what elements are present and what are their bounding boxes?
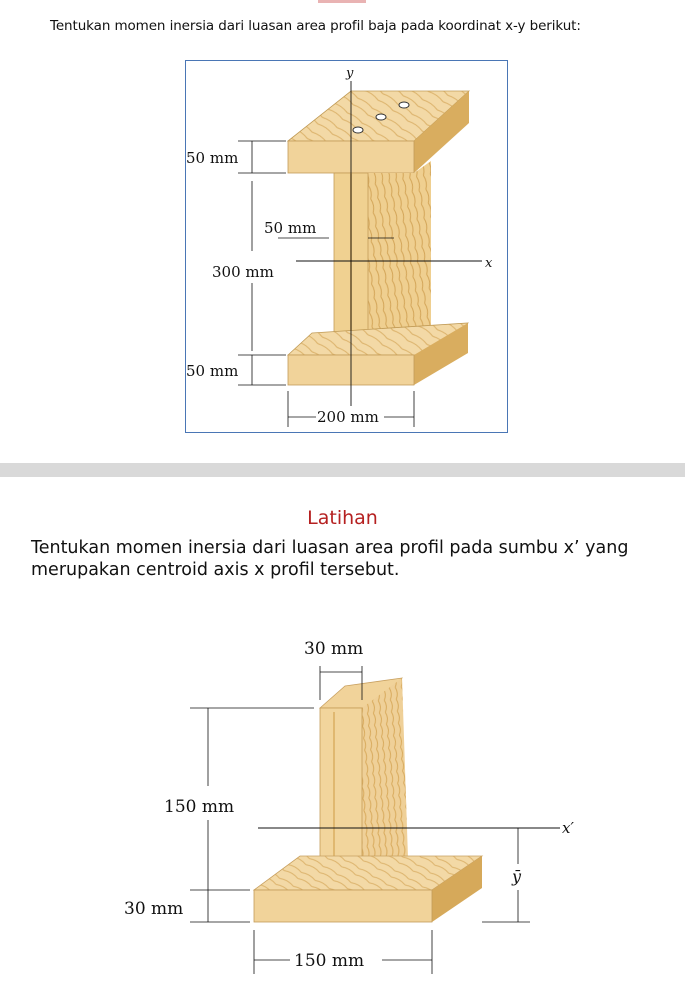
x-prime-axis-label: x′ — [562, 819, 574, 837]
dim-flange-thickness-label: 30 mm — [124, 899, 184, 919]
slide-divider — [0, 463, 685, 477]
slide-2-title: Latihan — [307, 507, 378, 529]
t-section-figure — [110, 628, 630, 978]
ybar-label: ȳ — [512, 867, 522, 886]
x-axis-label: x — [485, 256, 493, 271]
pin-1 — [399, 102, 409, 108]
i-beam-figure — [185, 60, 508, 433]
dim-web-height-label: 300 mm — [212, 263, 274, 281]
dim-flange-width-label: 150 mm — [294, 951, 365, 971]
dim-web-height-label: 150 mm — [164, 797, 235, 817]
i-beam-drawing — [186, 61, 507, 432]
pin-2 — [376, 114, 386, 120]
web-side-face — [368, 161, 431, 336]
dim-bottom-flange-label: 50 mm — [186, 362, 239, 380]
y-axis-label: y — [346, 66, 354, 81]
t-section-drawing — [110, 628, 630, 978]
slide-accent-bar — [318, 0, 366, 3]
flange-front — [254, 890, 432, 922]
question-text-2: Tentukan momen inersia dari luasan area profil pada sumbu x’ yang merupakan centroid axis x profil tersebut. — [31, 538, 629, 580]
dim-width-label: 200 mm — [317, 408, 379, 426]
question-text-1: Tentukan momen inersia dari luasan area profil baja pada koordinat x-y berikut: — [50, 18, 581, 34]
slide-1 — [0, 0, 685, 460]
dim-web-label: 50 mm — [264, 219, 317, 237]
dim-top-flange-label: 50 mm — [186, 149, 239, 167]
pin-3 — [353, 127, 363, 133]
dim-web-width-label: 30 mm — [304, 639, 364, 659]
